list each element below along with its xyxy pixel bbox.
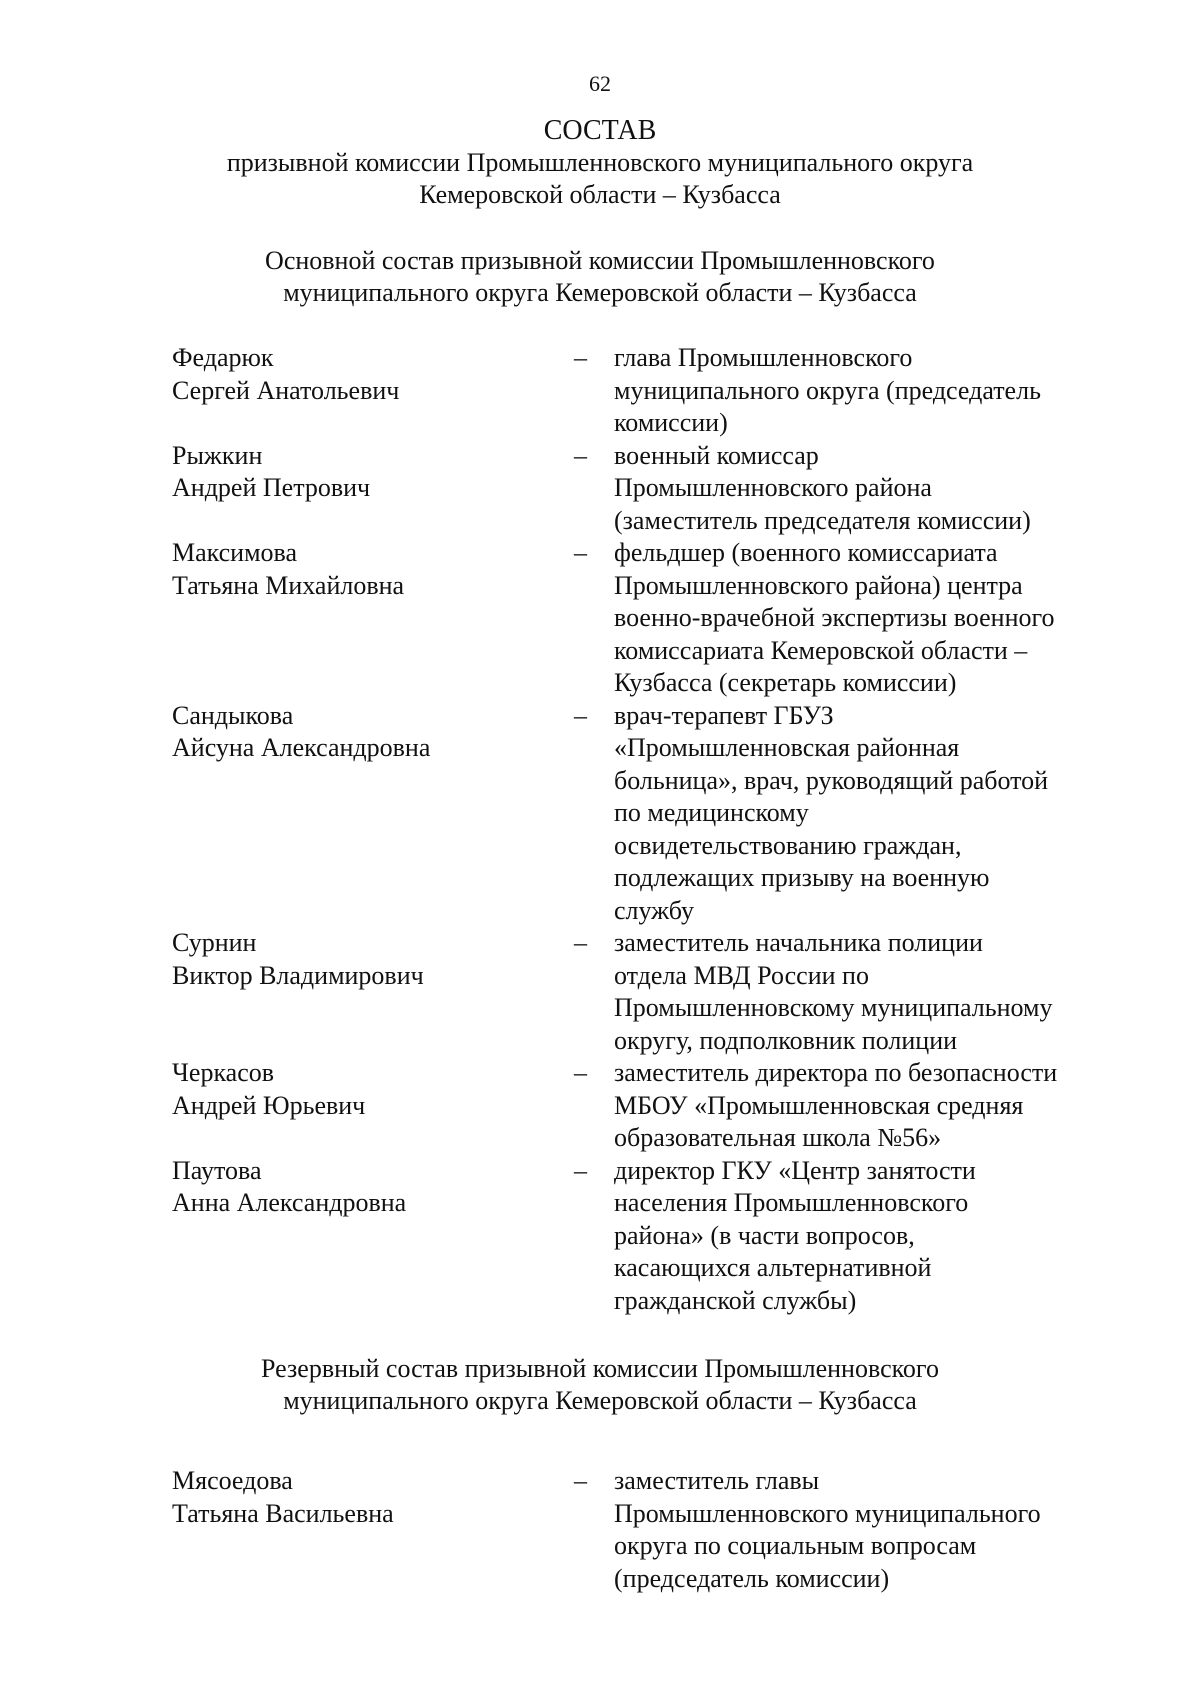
member-role-line: фельдшер (военного комиссариата bbox=[614, 538, 998, 567]
member-role bbox=[614, 342, 1124, 440]
member-role-line: директор ГКУ «Центр занятости bbox=[614, 1155, 976, 1185]
member-role-line: Промышленновского района bbox=[614, 473, 932, 502]
dash-separator: – bbox=[574, 538, 587, 567]
member-role-line: образовательная школа №56» bbox=[614, 1123, 942, 1152]
member-name bbox=[172, 1155, 532, 1220]
member-role-line: касающихся альтернативной bbox=[614, 1253, 932, 1282]
reserve-members-list bbox=[0, 1465, 1200, 1595]
member-role-line: Кузбасса (секретарь комиссии) bbox=[614, 668, 957, 697]
dash-separator: – bbox=[574, 1466, 587, 1495]
member-entry bbox=[0, 1155, 1200, 1318]
member-given-names: Анна Александровна bbox=[172, 1188, 407, 1217]
member-role-line: (председатель комиссии) bbox=[614, 1563, 890, 1593]
member-role-line: больница», врач, руководящий работой bbox=[614, 765, 1049, 795]
member-name bbox=[172, 700, 532, 765]
title-line-3: Кемеровской области – Кузбасса bbox=[419, 180, 781, 209]
dash-separator: – bbox=[574, 928, 587, 957]
member-entry bbox=[0, 440, 1200, 538]
member-role-line: по медицинскому bbox=[614, 798, 809, 827]
member-name bbox=[172, 537, 532, 602]
reserve-section-heading bbox=[0, 1353, 1200, 1417]
dash-separator: – bbox=[574, 1058, 587, 1087]
member-role bbox=[614, 1465, 1124, 1595]
member-surname: Сурнин bbox=[172, 928, 257, 957]
member-role-line: населения Промышленновского bbox=[614, 1188, 969, 1217]
member-entry bbox=[0, 1057, 1200, 1155]
member-role bbox=[614, 1155, 1124, 1318]
member-role-line: Промышленновского района) центра bbox=[614, 570, 1023, 600]
member-role bbox=[614, 1057, 1124, 1155]
member-role-line: врач-терапевт ГБУЗ bbox=[614, 700, 834, 730]
main-members-list bbox=[0, 342, 1200, 1317]
reserve-heading-line-1: Резервный состав призывной комиссии Промышленновского bbox=[261, 1354, 939, 1383]
member-surname: Максимова bbox=[172, 538, 298, 567]
member-given-names: Айсуна Александровна bbox=[172, 733, 431, 762]
main-heading-line-2: муниципального округа Кемеровской области – Кузбасса bbox=[283, 278, 917, 307]
member-role-line: службу bbox=[614, 895, 695, 925]
title-line-2: призывной комиссии Промышленновского муниципального округа bbox=[226, 148, 974, 177]
member-given-names: Татьяна Васильевна bbox=[172, 1498, 394, 1528]
reserve-heading-line-2: муниципального округа Кемеровской области – Кузбасса bbox=[283, 1386, 917, 1415]
main-heading-line-1: Основной состав призывной комиссии Промышленновского bbox=[265, 246, 935, 275]
member-name bbox=[172, 927, 532, 992]
member-role-line: глава Промышленновского bbox=[614, 343, 913, 372]
member-entry bbox=[0, 537, 1200, 700]
member-role-line: освидетельствованию граждан, bbox=[614, 830, 962, 860]
member-surname: Сандыкова bbox=[172, 700, 294, 730]
member-role-line: района» (в части вопросов, bbox=[614, 1220, 915, 1250]
member-surname: Черкасов bbox=[172, 1058, 275, 1087]
main-section-heading bbox=[0, 245, 1200, 309]
member-given-names: Сергей Анатольевич bbox=[172, 375, 400, 405]
member-role-line: заместитель директора по безопасности bbox=[614, 1058, 1058, 1087]
member-role bbox=[614, 537, 1124, 700]
member-role-line: (заместитель председателя комиссии) bbox=[614, 505, 1031, 535]
member-given-names: Татьяна Михайловна bbox=[172, 570, 405, 600]
member-role-line: округу, подполковник полиции bbox=[614, 1025, 958, 1055]
page-number: 62 bbox=[589, 71, 611, 96]
document-title bbox=[0, 115, 1200, 211]
title-line-1: СОСТАВ bbox=[543, 115, 657, 146]
member-entry bbox=[0, 927, 1200, 1057]
member-role-line: Промышленновскому муниципальному bbox=[614, 993, 1053, 1022]
member-given-names: Виктор Владимирович bbox=[172, 960, 424, 990]
member-role-line: заместитель начальника полиции bbox=[614, 928, 983, 957]
dash-separator: – bbox=[574, 440, 587, 470]
member-role-line: комиссии) bbox=[614, 408, 728, 437]
member-entry bbox=[0, 700, 1200, 928]
member-entry bbox=[0, 1465, 1200, 1595]
member-given-names: Андрей Петрович bbox=[172, 473, 371, 502]
member-surname: Мясоедова bbox=[172, 1466, 293, 1495]
member-role-line: гражданской службы) bbox=[614, 1285, 857, 1315]
member-surname: Паутова bbox=[172, 1155, 262, 1185]
member-name bbox=[172, 342, 532, 407]
member-role-line: округа по социальным вопросам bbox=[614, 1531, 977, 1560]
dash-separator: – bbox=[574, 343, 587, 372]
member-role-line: Промышленновского муниципального bbox=[614, 1498, 1041, 1528]
dash-separator: – bbox=[574, 1155, 587, 1185]
member-role-line: «Промышленновская районная bbox=[614, 733, 960, 762]
member-role bbox=[614, 440, 1124, 538]
member-role-line: МБОУ «Промышленновская средняя bbox=[614, 1090, 1024, 1120]
member-entry bbox=[0, 342, 1200, 440]
member-role-line: заместитель главы bbox=[614, 1466, 820, 1495]
dash-separator: – bbox=[574, 700, 587, 730]
member-surname: Рыжкин bbox=[172, 440, 263, 470]
member-role-line: отдела МВД России по bbox=[614, 960, 869, 990]
member-role bbox=[614, 700, 1124, 928]
member-name bbox=[172, 440, 532, 505]
member-name bbox=[172, 1057, 532, 1122]
member-role-line: военный комиссар bbox=[614, 440, 819, 470]
member-name bbox=[172, 1465, 532, 1530]
member-role-line: подлежащих призыву на военную bbox=[614, 863, 990, 892]
member-given-names: Андрей Юрьевич bbox=[172, 1090, 366, 1120]
member-role bbox=[614, 927, 1124, 1057]
member-role-line: комиссариата Кемеровской области – bbox=[614, 635, 1028, 665]
member-surname: Федарюк bbox=[172, 343, 274, 372]
member-role-line: муниципального округа (председатель bbox=[614, 375, 1041, 405]
member-role-line: военно-врачебной экспертизы военного bbox=[614, 603, 1055, 632]
